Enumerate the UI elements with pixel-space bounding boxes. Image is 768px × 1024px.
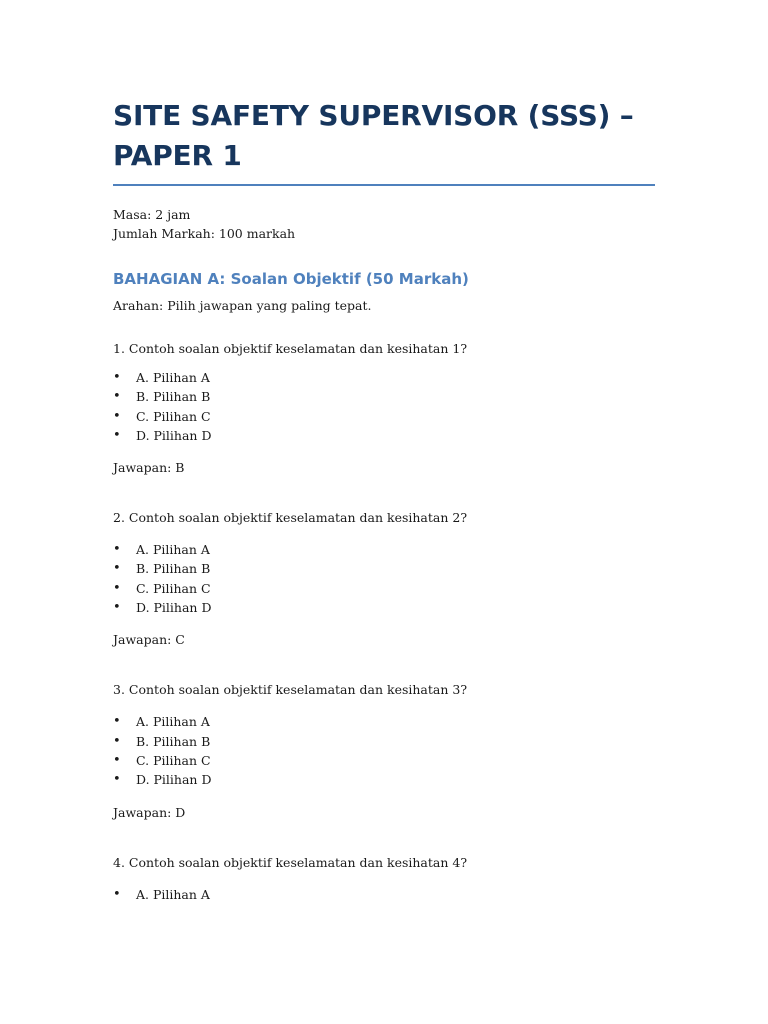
bullet-icon: • — [113, 752, 121, 768]
option-label: C. Pilihan C — [136, 408, 211, 424]
option-list — [113, 712, 655, 789]
option-label: A. Pilihan A — [136, 714, 210, 730]
bullet-icon: • — [113, 561, 121, 577]
bullet-icon: • — [113, 714, 121, 730]
option-item — [113, 579, 655, 598]
option-item — [113, 598, 655, 617]
option-item — [113, 540, 655, 559]
bullet-icon: • — [113, 408, 121, 424]
option-list — [113, 885, 655, 904]
option-label: A. Pilihan A — [136, 542, 210, 558]
option-list — [113, 540, 655, 617]
question-text: 4. Contoh soalan objektif keselamatan dan kesihatan 4? — [113, 854, 468, 870]
option-label: C. Pilihan C — [136, 752, 211, 768]
option-item — [113, 426, 655, 445]
question-block-1 — [113, 339, 655, 477]
option-item — [113, 770, 655, 789]
option-label: B. Pilihan B — [136, 733, 211, 749]
bullet-icon: • — [113, 370, 121, 385]
option-item — [113, 387, 655, 406]
option-item — [113, 368, 655, 387]
bullet-icon: • — [113, 389, 121, 405]
question-text: 2. Contoh soalan objektif keselamatan dan kesihatan 2? — [113, 510, 468, 526]
bullet-icon: • — [113, 542, 121, 558]
option-list — [113, 368, 655, 445]
answer-text: Jawapan: D — [113, 804, 186, 820]
option-item — [113, 732, 655, 751]
bullet-icon: • — [113, 427, 121, 443]
option-label: D. Pilihan D — [136, 427, 212, 443]
option-label: B. Pilihan B — [136, 561, 211, 577]
option-item — [113, 407, 655, 426]
option-item — [113, 712, 655, 731]
bullet-icon: • — [113, 772, 121, 788]
exam-total-marks: Jumlah Markah: 100 markah — [113, 226, 296, 241]
section-a-instruction: Arahan: Pilih jawapan yang paling tepat. — [113, 298, 372, 313]
answer-text: Jawapan: B — [113, 460, 185, 476]
question-text: 1. Contoh soalan objektif keselamatan dan kesihatan 1? — [113, 341, 468, 356]
option-label: A. Pilihan A — [136, 370, 210, 385]
option-label: D. Pilihan D — [136, 600, 212, 616]
question-text: 3. Contoh soalan objektif keselamatan dan kesihatan 3? — [113, 682, 468, 698]
title-underline — [113, 184, 655, 186]
question-block-4 — [113, 853, 655, 904]
bullet-icon: • — [113, 733, 121, 749]
answer-text: Jawapan: C — [113, 632, 185, 648]
document-title: SITE SAFETY SUPERVISOR (SSS) – PAPER 1 — [113, 99, 634, 172]
bullet-icon: • — [113, 580, 121, 596]
question-block-3 — [113, 680, 655, 821]
option-label: D. Pilihan D — [136, 772, 212, 788]
bullet-icon: • — [113, 886, 121, 902]
bullet-icon: • — [113, 600, 121, 616]
option-item — [113, 751, 655, 770]
document-page — [113, 96, 655, 904]
option-item — [113, 885, 655, 904]
question-block-2 — [113, 508, 655, 649]
option-item — [113, 559, 655, 578]
exam-duration: Masa: 2 jam — [113, 207, 191, 222]
section-a-heading: BAHAGIAN A: Soalan Objektif (50 Markah) — [113, 270, 469, 288]
option-label: B. Pilihan B — [136, 389, 211, 405]
option-label: C. Pilihan C — [136, 580, 211, 596]
option-label: A. Pilihan A — [136, 886, 210, 902]
